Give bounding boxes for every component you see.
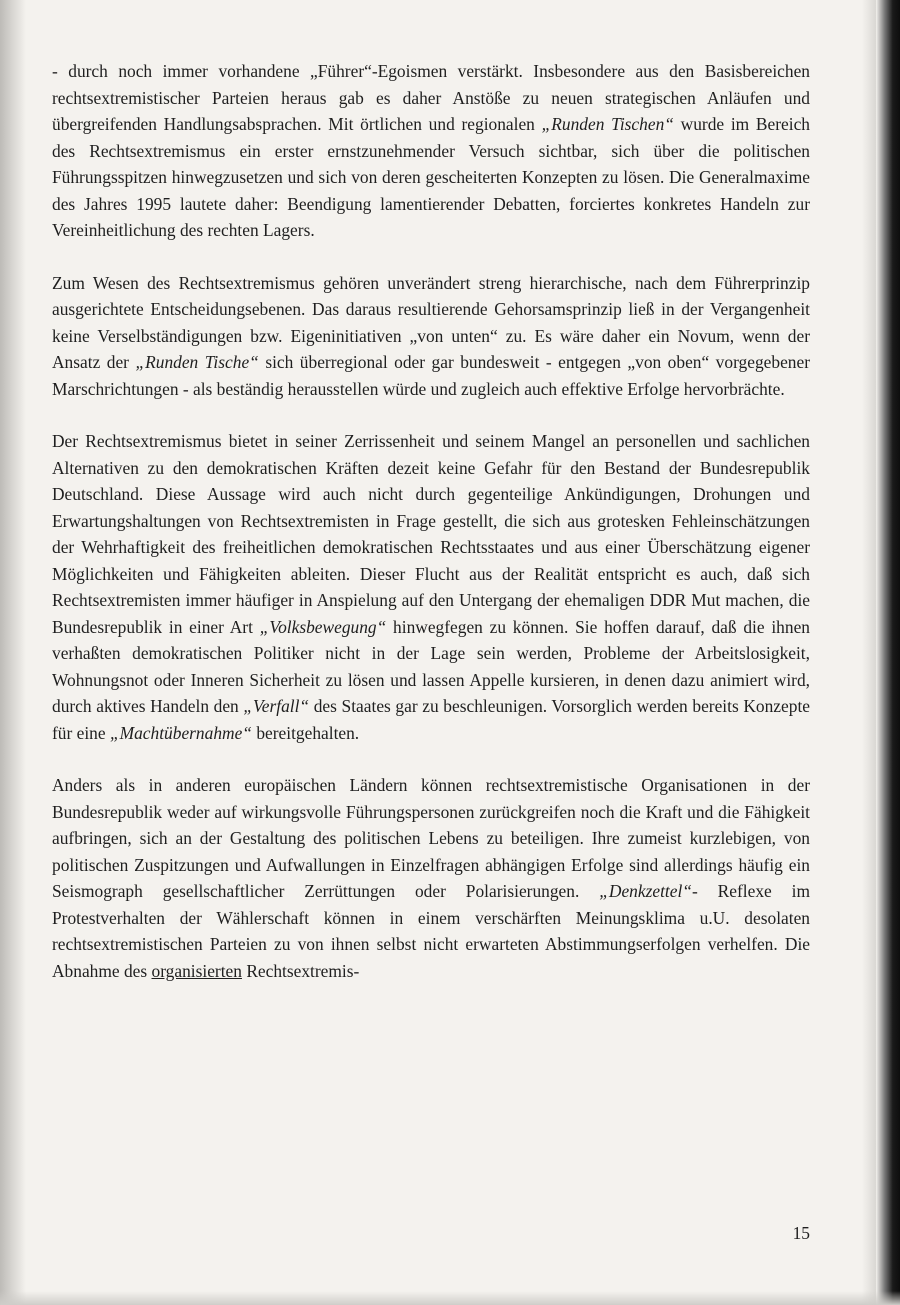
underlined-term: organisierten xyxy=(151,960,242,981)
text-run: Zum Wesen des Rechtsextremismus gehören unverändert streng hierarchische, nach dem Führerprinzip ausgerichtete Entscheidungsebenen. Das daraus resultierende Gehorsamsprinzip ließ in der Vergangenheit keine Verselbständigungen bzw. Eigeninitiativen „von unten“ zu. Es wäre daher ein Novum, wenn der Ansatz der xyxy=(52,272,810,372)
scan-shadow-left xyxy=(0,0,26,1305)
emphasized-term: „Runden Tischen“ xyxy=(541,114,674,134)
text-run: sich überregional oder gar bundesweit - entgegen „von oben“ vorgegebener Marschrichtungen - als beständig herausstellen würde und zugleich auch effektive Erfolge hervorbrächte. xyxy=(52,352,810,399)
body-text xyxy=(52,58,810,1010)
paragraph-2 xyxy=(52,270,810,403)
emphasized-term: „Verfall“ xyxy=(243,696,310,716)
text-run: - durch noch immer vorhandene „Führer“-Egoismen verstärkt. Insbesondere aus den Basisbereichen rechtsextremistischer Parteien heraus gab es daher Anstöße zu neuen strategischen Anläufen und übergreifenden Handlungsabsprachen. Mit örtlichen und regionalen xyxy=(52,61,810,134)
text-run: hinwegfegen zu können. Sie hoffen darauf, daß die ihnen verhaßten demokratischen Politiker nicht in der Lage sein werden, Probleme der Arbeitslosigkeit, Wohnungsnot oder Inneren Sicherheit zu lösen und lassen Appelle kursieren, in denen dazu animiert wird, durch aktives Handeln den xyxy=(52,616,810,716)
emphasized-term: „Machtübernahme“ xyxy=(109,722,252,743)
emphasized-term: „Runden Tische“ xyxy=(135,352,259,372)
emphasized-term: „Denkzettel“ xyxy=(599,881,692,901)
text-run: Der Rechtsextremismus bietet in seiner Zerrissenheit und seinem Mangel an personellen und sachlichen Alternativen zu den demokratischen Kräften dezeit keine Gefahr für den Bestand der Bundesrepublik Deutschland. Diese Aussage wird auch nicht durch gegenteilige Ankündigungen, Drohungen und Erwartungshaltungen von Rechtsextremisten in Frage gestellt, die sich aus grotesken Fehleinschätzungen der Wehrhaftigkeit des freiheitlichen demokratischen Rechtsstaates und aus einer Überschätzung eigener Möglichkeiten und Fähigkeiten ableiten. Dieser Flucht aus der Realität entspricht es auch, daß sich Rechtsextremisten immer häufiger in Anspielung auf den Untergang der ehemaligen DDR Mut machen, die Bundesrepublik in einer Art xyxy=(52,431,810,637)
text-run: des Staates gar zu beschleunigen. Vorsorglich werden bereits Konzepte für eine xyxy=(52,696,810,743)
text-run: Rechtsextremis- xyxy=(241,960,360,981)
text-run: bereitgehalten. xyxy=(251,722,360,743)
text-run: Anders als in anderen europäischen Ländern können rechtsextremistische Organisationen in der Bundesrepublik weder auf wirkungsvolle Führungspersonen zurückgreifen noch die Kraft und die Fähigkeit aufbringen, sich an der Gestaltung des politischen Lebens zu beteiligen. Ihre zumeist kurzlebigen, von politischen Zuspitzungen und Aufwallungen in Einzelfragen abhängigen Erfolge sind allerdings häufig ein Seismograph gesellschaftlicher Zerrüttungen oder Polarisierungen. xyxy=(52,775,810,901)
emphasized-term: „Volksbewegung“ xyxy=(259,616,387,637)
paragraph-4 xyxy=(52,772,810,984)
page-number: 15 xyxy=(792,1223,810,1243)
scan-shadow-right-soft xyxy=(862,0,876,1305)
paragraph-1 xyxy=(52,58,810,244)
text-run: - Reflexe im Protestverhalten der Wählerschaft können in einem verschärften Meinungsklima u.U. desolaten rechtsextremistischen Parteien zu von ihnen selbst nicht erwarteten Abstimmungserfolgen verhelfen. Die Abnahme des xyxy=(52,881,811,981)
text-run: wurde im Bereich des Rechtsextremismus ein erster ernstzunehmender Versuch sichtbar, sich über die politischen Führungsspitzen hinwegzusetzen und sich von deren gescheiterten Konzepten zu lösen. Die Generalmaxime des Jahres 1995 lautete daher: Beendigung lamentierender Debatten, forciertes konkretes Handeln zur Vereinheitlichung des rechten Lagers. xyxy=(52,114,810,240)
scan-shadow-bottom xyxy=(0,1291,900,1305)
scan-shadow-right xyxy=(876,0,900,1305)
paragraph-3 xyxy=(52,428,810,746)
